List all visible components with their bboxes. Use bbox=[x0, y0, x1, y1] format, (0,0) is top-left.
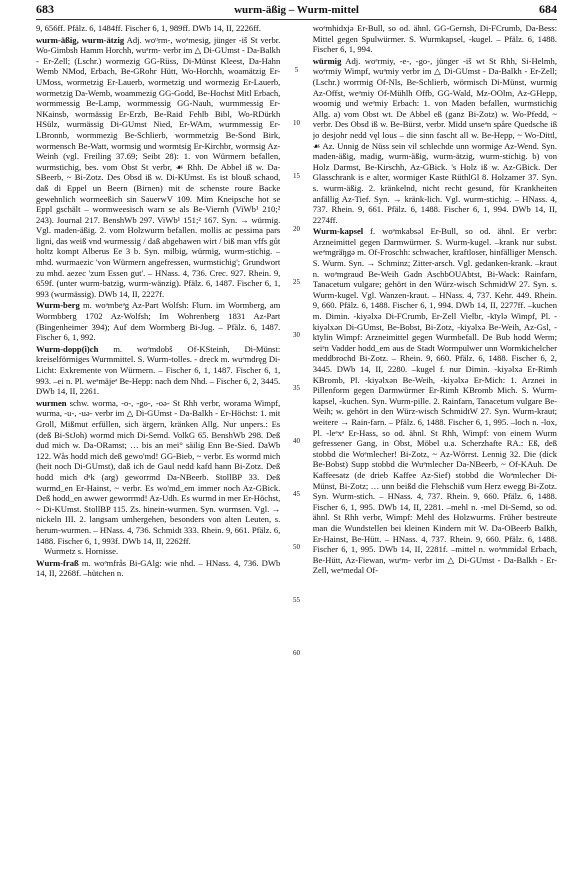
page-number-right: 684 bbox=[538, 2, 557, 16]
line-number: 55 bbox=[293, 596, 300, 605]
entry-text: 9, 656ff. Pfälz. 6, 1484ff. Fischer 6, 1, 989ff. DWb 14, II, 2226ff. bbox=[36, 23, 261, 33]
dictionary-entry bbox=[36, 300, 280, 342]
line-number: 20 bbox=[293, 225, 300, 234]
dictionary-entry bbox=[36, 558, 280, 579]
dictionary-entry bbox=[36, 344, 280, 397]
entry-text: Adj. woᵘrm-, woᵊmesig, jünger -iš St verbr. Wo-Gimbsh Hamm Horchh, wuᵊrm- verbr im △ Di-GUmst - Da-Balkh - Er-Zell; (Lschr.) wormezig GG-Rüss, Di-Münst Kleest, Da-Hahn Wemb NMod, Erbach, Be-GRohr Hütt, Wo-Horchh, woamätzig Er-UMoss, wormetzig Er-Lauerb, wormetzig und wormezig Er-Lauerb, wormetzig Da-Wemb, woammezig GG-Godd, Be-Hochst Mitl Erbach, wormmessig Be-Lamp, wormmessig GG-Nauh, wurmmessig Er-NKainsb, wormässig Er-Erzb, Be-Raid Fehlb Bibl, Wo-RDürkh HSülz, wurmässig Di-GUmst Nied, Er-WAm, wurmmessig Er-LBronnb, wormmezig Be-Schlierb, wormmetzig Be-Sond Birk, wormensch Be-Watt, wormsig und wormtsig Er-Kirchbr, wormsig Az-Weinh (vgl. Freiling 37.69; Seibt 28): 1. von Würmern befallen, wurmstichig, bes. vom Obst St verbr, ☙ Rhh. De Abbel iß w. Da-SBeerb, ~ Bi-Zotz. Des Obsd iß w. Di-KUmst. Es ist blouß schaod, daß di Eppel un Beern (Birnen) mit de schenste roure Backe gewehnlich wormeeßich sin SauerwV 109. Mim Kneipsche hot se Eppl gschält – wormweesisch warn se als Be-Viernh (ViWb¹ 210;² 243). Journal 217. BenshWb 297. ViWb¹ 151;² 167. Syn. → würmig. Vgl. maden-äßig. 2. vom Holzwurm befallen. mollis ac pessima pars ligni, das weiß vnd wurmessig / daß abgehawen wirt / biß man vffs gůt holtz kompt Alberus Ee 3 b. Syn. milbig, würmig, wurm-stichig. – mhd. wurmaezic 'von Würmern angefressen, wurmstichig'; Grundwort zu mhd. aezec 'zum Essen gut'. – HNass. 4, 736. Crec. 927. Rhein. 9, 659f. (unter wurm-batzig, wurm-wänzig). Pfälz. 6, 1487. Fischer 6, 1, 993 (wurmässig). DWb 14, II, 2227f. bbox=[36, 34, 281, 299]
dictionary-entry bbox=[313, 23, 557, 55]
line-number: 25 bbox=[293, 278, 300, 287]
dictionary-entry bbox=[36, 546, 280, 557]
entry-headword: wurmen bbox=[36, 397, 67, 408]
entry-text: m. woᵊmbeᵊg Az-Part Wolfsh: Flurn. im Wormberg, am Wormbberg 1702 Az-Wolfsh; Im Wohrenberg 1831 Az-Part (Bingenheimer 394); Auf dem Wormberg Bi-Jug. – Pfälz. 6, 1487. Fischer 6, 1, 992. bbox=[36, 300, 281, 343]
entry-headword: wurm-äßig, wurm-ätzig bbox=[36, 34, 125, 45]
line-number: 30 bbox=[293, 331, 300, 340]
dictionary-entry bbox=[313, 56, 557, 226]
line-number: 40 bbox=[293, 437, 300, 446]
page-header bbox=[36, 2, 557, 18]
line-number: 60 bbox=[293, 649, 300, 658]
line-number: 5 bbox=[294, 66, 299, 75]
columns bbox=[36, 22, 557, 873]
line-number: 10 bbox=[293, 119, 300, 128]
dictionary-entry bbox=[36, 398, 280, 546]
dictionary-entry bbox=[36, 23, 280, 34]
line-number: 15 bbox=[293, 172, 300, 181]
entry-text: woᵊmhidxjə Er-Bull, so od. ähnl. GG-Gernsh, Di-FCrumb, Da-Bess: Mittel gegen Spulwürmer. S. Wurmkapsel, -kugel. – Pfälz. 6, 1488. Fischer 6, 1, 994. bbox=[312, 23, 557, 55]
entry-text: schw. worma, -o-, -go-, -oə- St Rhh verbr, worama Wimpf, wurma, -u-, -uə- verbr im △ Di-GUmst - Da-Balkh - Er-Höchst: 1. mit Groll, Mißmut erfüllen, sich ärgern, kränken Allg. Nur unpers.: Es (deß Bi-StJoh) wormd mich Di-Semd. VolkG 65. BenshWb 298. Deß dud mich w. Da-ORamst; … bis an mei° säilig Enn Be-Sied. DaWb 122. Wås hodd mich deß gewo'md! GG-Bieb, ~ verbr. Es wormd mich (heit noch Di-GUmst), daß ich de Gaul nedd kafd hann Bi-Zotz. Deß hodd mich dᵃk (arg) geworrmd Da-NBeerb. StollBP 33. Deß wurmd_en Er-Hainst, ~ verbr. Es wo'md_em immer noch Az-GBick. Deß hodd_en awwer geworrmd! Az-Udh. Es wurmd in mer Er-Höchst, ~ Di-KUmst. StollBP 115. Zs. hinein-wurmen. Syn. wurmsen. Vgl. → nickeln III. 2. langsam umhergehen, besonders von alten Leuten, s. herum-wurmen. – HNass. 4, 736. Schmidt 333. Rhein. 9, 661. Pfälz. 6, 1488. Fischer 6, 1, 993f. DWb 14, II, 2262ff. bbox=[36, 397, 281, 546]
entry-text: Wurmetz s. Hornisse. bbox=[44, 546, 119, 557]
entry-text: f. woᵊmkabsəl Er-Bull, so od. ähnl. Er verbr: Arzneimittel gegen Darmwürmer. S. Wurm-kugel. –krank nur subst. weᵊmgrä̈ŋgə m. Of-Froschh: schwacher, kraftloser, hinfälliger Mensch. S. Wurm. Syn. → Schminz; Zitter-arsch. Vgl. gedanken-krank. –kraut n. woᵊmgraud Be-Weih Gadn AschbOUAbtst, Bi-Wack: Rainfarn, Tanacetum vulgare; gehört in den Würz-wisch SchmidtW 27. Syn. s. Wurm-kugel. Vgl. Wanzen-kraut. – HNass. 4, 737. Kehr. 449. Rhein. 9, 660. Pfälz. 6, 1488. Fischer 6, 1, 994. DWb 14, II, 2277ff. –kuchen m. Dimin. -kiyəlxə Di-FCrumb, Er-Zell Vielbr, -kīylə Wimpf, Pl. -kiyəlxən Di-GUmst, Be-Bobst, Bi-Zotz, -kiyəlxə Be-Weih, Az-Gsl, -kīylin Wimpf: Arzneimittel gegen Wurmbefall. De Bub hodd Werm; seiᵊn Vadder hodd_em aus de Stadt Wormpulwer unn Wormkichelcher meddbrochd Bi-Zotz. – Rhein. 9, 660. Pfälz. 6, 1488. Fischer 6, 2, 3445. DWb 14, II, 2280. –kugel f. nur Dimin. -kiyəlxə Er-Rimh KBromb, Pl. -kiyəlxən Be-Weih, -kiyəlxə Er-Mich: 1. Arznei in Pillenform gegen Darmwürmer Er-Rimh KBromb Mich. S. Wurm-kapsel, -kuchen. Syn. Wurm-pille. 2. Rainfarn, Tanacetum vulgare Be-Weih; w. gehört in den Würz-wisch SchmidtW 27. Syn. Wurm-kraut; weitere → Rain-farn. – Pfälz. 6, 1488. Fischer 6, 1, 995. –loch n. -lox, Pl. -leᵊxᵊ Er-Hass, so od. ähnl. St Rhh, Wimpf: von einem Wurm gefressener Gang, in Obst, Möbel u.a. Scherzhafte RA.: Eß, deß stobbd die Woᵊmlecher! Bi-Zotz, ~ Az-Wörrst. Lennig 32. Die (dick Be-Bobst) Supp stobbd die Wuᵊmlecher Da-NBeerb, ~ Of-KAuh. De Kaffeesatz (de drieb Kaffee Az-Sief) stobbd die Woᵊmlecher Di-Münst, Bi-Zotz; … unn beißd die Flehschiß vum Herz ewegg Bi-Zotz. Syn. Wurm-stich. – HNass. 4, 737. Rhein. 9, 660. Pfälz. 6, 1488. Fischer 6, 1, 995. DWb 14, II, 2281. –mehl n. -mel Di-Semd, so od. ähnl. St Rhh verbr, Wimpf: Mehl des Holzwurms. Früher bestreute man die Wundstellen bei kleinen Kindern mit W. Da-OBeerb Balkh, Er-Hainst, Be-Hütt. – HNass. 4, 737. Rhein. 9, 660. Pfälz. 6, 1488. Fischer 6, 1, 995. DWb 14, II, 2281f. –mittel n. woᵊmmidəl Erbach, Be-Hütt, Az-Fiewan, wuᵊm- verbr im △ Di-GUmst - Da-Balkh - Er-Zell, weᵊmedal Of- bbox=[312, 226, 557, 576]
dictionary-entry bbox=[36, 35, 280, 300]
line-number-gutter bbox=[280, 22, 312, 873]
entry-headword: Wurm-fraß bbox=[36, 557, 79, 568]
entry-text: m. woᵊmfrås Bi-GAlg: wie nhd. – HNass. 4, 736. DWb 14, II, 2268f. –hütchen n. bbox=[36, 557, 281, 579]
running-title: wurm-äßig – Wurm-mittel bbox=[234, 4, 359, 16]
line-number: 35 bbox=[293, 384, 300, 393]
dictionary-entry bbox=[313, 226, 557, 576]
entry-text: m. woᵊmdobš Of-KSteinh, Di-Münst: kreiselförmiges Wurmmittel. S. Wurm-tolles. - dreck m. wuᵊmdręg Di-Licht: Exkremente von Würmern. – Fischer 6, 1, 1487. Fischer 6, 1, 993. –ei n. Pl. weᵊmäjeᵊ Be-Hepp: nach dem Nhd. – Fischer 6, 2, 3445. DWb 14, II, 2261. bbox=[36, 343, 281, 397]
line-number: 45 bbox=[293, 490, 300, 499]
entry-headword: Wurm-berg bbox=[36, 300, 80, 311]
header-rule bbox=[36, 19, 557, 20]
line-number: 50 bbox=[293, 543, 300, 552]
entry-headword: Wurm-dopp(i)ch bbox=[36, 343, 99, 354]
left-column bbox=[36, 22, 280, 873]
entry-text: Adj. woᵊrmiy, -e-, -go-, jünger -iš wt St Rhh, Si-Helmh, woᵊrmiy Wimpf, wuᵊmiy verbr im △ Di-GUmst - Da-Balkh - Er-Zell; (Lschr.) worrmig Of-Nls, Be-Schlierb, wörmisch Di-Münst, wurmig Az-Offst, weᵊmiy Of-Mühlh Offb, GG-Wald, Mz-OOlm, Az-GHepp, woomig und weᵊmiy Erbach: 1. von Maden befallen, wurmstichig Allg. a) vom Obst wt. De Abbel eß (ganz Bi-Zotz) w. Wo-Pfedd, ~ verbr. Des Obsd iß w. Be-Bürst, verbr. Midd unseᵊn spåre Quedsche iß jo desjohr nedd vęl lous – die sinn fascht all w. Be-Hepp, ~ Wo-Dittl, ☙ Az. Unnig de Nüss sein vil schlechde unn wormige Az-Wend. Syn. maden-äßig, madig, wurm-äßig, wurm-ätzig, wurm-stichig. b) von Holz Darmst, Be-Kirschh, Az-GBick. 's Holz iß w. Az-GBick. Der Glasschrank is e alter, wormiger Kaste RüthlGl 8. Holzamer 37. Syn. s. wurm-äßig. 2. kränkelnd, nicht recht gesund, für Krankheiten anfällig Az-Tief. Syn. → kränk-lich. Vgl. wurm-stichig. – HNass. 4, 737. Rhein. 9, 661. Pfälz. 6, 1488. Fischer 6, 1, 994. DWb 14, II, 2274ff. bbox=[312, 55, 557, 225]
right-column bbox=[313, 22, 557, 873]
entry-headword: Wurm-kapsel bbox=[312, 226, 364, 237]
page-number-left: 683 bbox=[36, 2, 54, 16]
entry-headword: würmig bbox=[312, 55, 342, 66]
